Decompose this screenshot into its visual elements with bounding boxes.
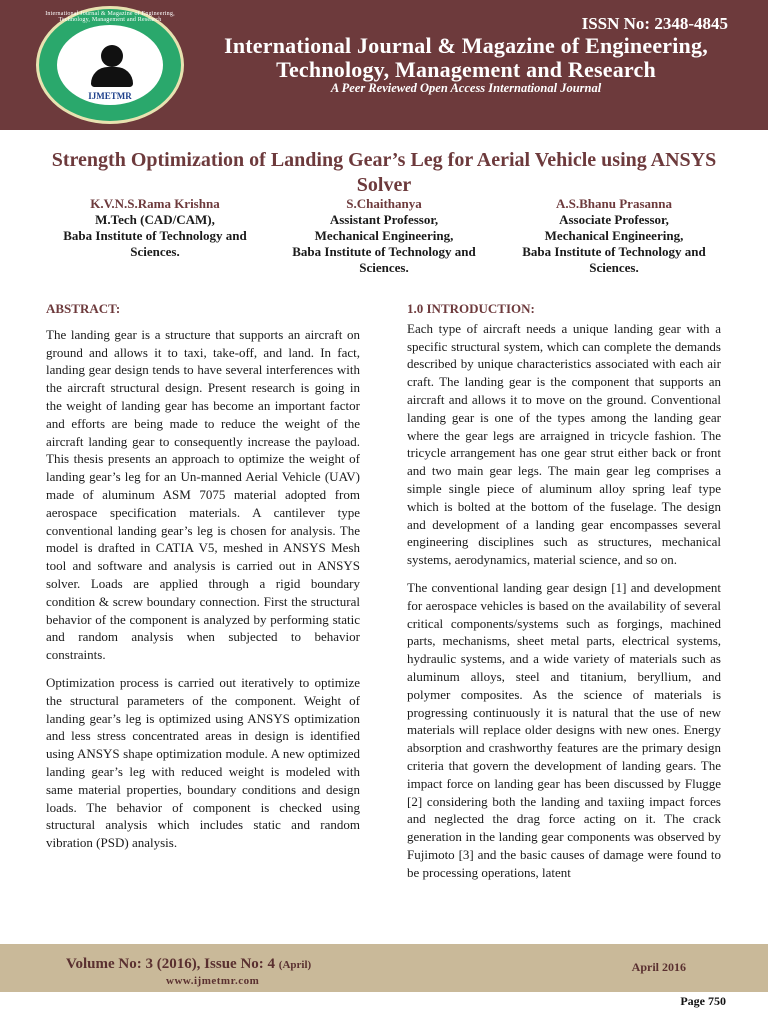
- page-number: Page 750: [680, 994, 726, 1008]
- journal-header: [0, 0, 768, 130]
- person-body-icon: [91, 67, 133, 87]
- author-name: A.S.Bhanu Prasanna: [556, 196, 672, 211]
- volume-issue: [66, 956, 311, 973]
- journal-logo: [36, 6, 184, 124]
- author-name: S.Chaithanya: [346, 196, 422, 211]
- logo-ring-text: International Journal & Magazine of Engineering, Technology, Management and Research: [45, 11, 175, 23]
- author-affiliation: Baba Institute of Technology and Sciences.: [292, 244, 476, 275]
- author-affiliation: Baba Institute of Technology and Sciences.: [522, 244, 706, 275]
- introduction-heading: 1.0 INTRODUCTION:: [407, 301, 535, 316]
- issue-date: April 2016: [631, 960, 686, 974]
- issn: ISSN No: 2348-4845: [581, 14, 728, 33]
- journal-url[interactable]: www.ijmetmr.com: [166, 975, 260, 987]
- author-department: Mechanical Engineering,: [544, 228, 684, 243]
- volume-text: Volume No: 3 (2016), Issue No: 4: [66, 956, 276, 972]
- abstract-heading: ABSTRACT:: [46, 301, 121, 316]
- introduction-column: [407, 300, 721, 892]
- paper-title: Strength Optimization of Landing Gear’s Leg for Aerial Vehicle using ANSYS Solver: [51, 149, 717, 196]
- journal-tagline: A Peer Reviewed Open Access International Journal: [330, 81, 602, 95]
- journal-title-line1: International Journal & Magazine of Engineering,: [224, 33, 708, 58]
- author-degree: M.Tech (CAD/CAM),: [95, 212, 215, 227]
- journal-title: [186, 34, 746, 82]
- issue-month: (April): [278, 959, 312, 971]
- author-department: Mechanical Engineering,: [314, 228, 454, 243]
- introduction-paragraph-1: Each type of aircraft needs a unique landing gear with a specific structural system, which can complete the demands described by unique characteristics associated with each air craft. The landing gear is the component that supports an aircraft and allows it to move on the ground. Conventional landing gear is one of the types among the landing gear where the gear legs are arraigned in tricycle fashion. The tricycle arrangement has one gear strut either back or front and two main gear legs. The main gear leg comprises a simple single piece of aluminum alloy spring leaf type which is bolted at the bottom of the fuselage. The design and development of a landing gear encompasses several engineering disciplines such as structures, mechanical systems, aerodynamics, material science, and so on.: [407, 320, 721, 568]
- author-affiliation: Baba Institute of Technology and Sciences.: [63, 228, 247, 259]
- author-2: [274, 196, 494, 276]
- journal-title-line2: Technology, Management and Research: [276, 57, 656, 82]
- introduction-paragraph-2: The conventional landing gear design [1] and development for aerospace vehicles is based on the availability of several critical components/systems such as forgings, machined parts, mechanisms, sheet metal parts, electrical systems, hydraulic systems, and a wide variety of materials such as aluminum alloys, steel and titanium, beryllium, and polymer composites. As the science of materials is progressing continuously it is natural that the use of new materials will replace older designs with new ones. Energy absorption and crashworthy features are the primary design criteria that govern the development of landing gears. The impact force on landing gear has been discussed by Flugge [2] considering both the landing and taxiing impact forces and neglected the drag force acting on it. The crack generation in the landing gear components was observed by Fujimoto [3] and the basic causes of damage were found to be processing operations, latent: [407, 579, 721, 880]
- abstract-paragraph-1: The landing gear is a structure that supports an aircraft on ground and allows it to taxi, take-off, and land. In fact, landing gear design tends to have several interferences with the aircraft structural design. Present research is going in the weight of landing gear has become an important factor and efforts are being made to reduce the weight of the aircraft landing gear to consequently increase the payload. This thesis presents an approach to optimize the weight of landing gear’s leg for an Un-manned Aerial Vehicle (UAV) made of aluminum ASM 7075 material adopted from aerospace specification materials. A cantilever type conventional landing gear’s leg is chosen for analysis. The model is drafted in CATIA V5, meshed in ANSYS Mesh tool and software and analysis is carried out in ANSYS solver. Loads are applied through a rigid boundary condition & screw boundary connection. First the structural behavior of the component is analyzed by performing static and random analysis when subjected to behavior constraints.: [46, 326, 360, 663]
- abstract-paragraph-2: Optimization process is carried out iteratively to optimize the structural parameters of the component. Weight of landing gear’s leg is optimized using ANSYS optimization and less stress concentrated areas in design is identified using ANSYS shape optimization module. A new optimized landing gear’s leg with reduced weight is modeled with same material properties, boundary conditions and design loads. The behavior of component is checked using structural analysis which includes static and random vibration (PSD) analysis.: [46, 674, 360, 851]
- author-position: Assistant Professor,: [329, 212, 439, 227]
- abstract-column: [46, 300, 360, 862]
- author-position: Associate Professor,: [559, 212, 669, 227]
- author-3: [500, 196, 728, 276]
- journal-footer: [0, 944, 768, 992]
- person-head-icon: [101, 45, 123, 67]
- logo-text: IJMETMR: [88, 91, 132, 101]
- logo-emblem: [57, 25, 163, 105]
- author-name: K.V.N.S.Rama Krishna: [90, 196, 220, 211]
- author-1: [40, 196, 270, 260]
